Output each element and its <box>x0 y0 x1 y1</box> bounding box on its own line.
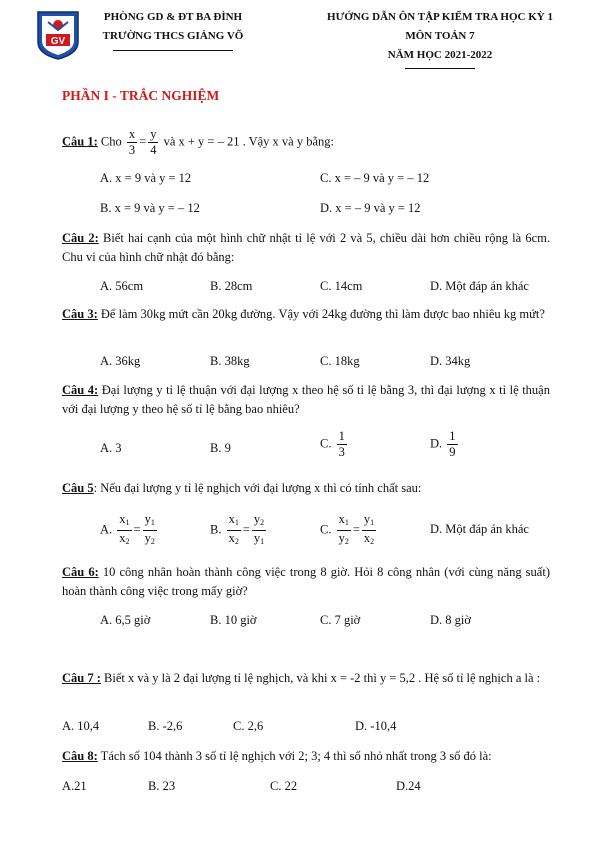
option-c: C. 2,6 <box>233 719 264 733</box>
option-d <box>430 429 460 460</box>
denominator: $y_1$ <box>253 531 265 546</box>
option-d: D. x = – 9 và y = 12 <box>320 201 421 215</box>
question-label: Câu 7 : <box>62 671 101 685</box>
question-label: Câu 1: <box>62 134 98 149</box>
document-title: HƯỚNG DẪN ÔN TẬP KIỂM TRA HỌC KỲ 1 <box>327 11 553 23</box>
fraction <box>127 127 137 158</box>
equals-sign: = <box>133 522 141 537</box>
question-text: và x + y = – 21 . Vậy x và y bằng: <box>160 134 335 149</box>
fraction <box>447 429 457 460</box>
numerator: 1 <box>449 429 456 443</box>
section-title: PHẦN I - TRẮC NGHIỆM <box>62 88 220 103</box>
option-d: D. 8 giờ <box>430 613 471 627</box>
fraction <box>227 512 241 549</box>
option-a <box>100 512 159 549</box>
subject-name: MÔN TOÁN 7 <box>405 30 475 42</box>
option-label: B. <box>210 522 222 537</box>
denominator: $x_2$ <box>363 531 375 546</box>
numerator: 1 <box>338 429 345 443</box>
denominator: 3 <box>338 445 345 459</box>
denominator: 9 <box>449 445 456 459</box>
numerator: $x_1$ <box>337 512 351 531</box>
header-right-underline <box>405 68 475 69</box>
fraction <box>362 512 376 549</box>
denominator: $x_2$ <box>119 531 130 546</box>
school-year: NĂM HỌC 2021-2022 <box>387 49 493 61</box>
option-d: D. Một đáp án khác <box>430 279 529 293</box>
option-b: B. 28cm <box>210 279 253 293</box>
question-text: 10 công nhân hoàn thành công việc trong 8 giờ. Hỏi 8 công nhân (với cùng năng suất) hoàn thành công việc trong mấy giờ? <box>62 565 550 598</box>
question-text: Đại lượng y tỉ lệ thuận với đại lượng x theo hệ số tỉ lệ bằng 3, thì đại lượng x tỉ lệ thuận với đại lượng y theo hệ số tỉ lệ bằng bao nhiêu? <box>62 383 550 416</box>
option-c: C. 7 giờ <box>320 613 361 627</box>
equals-sign: = <box>352 522 360 537</box>
school-logo <box>36 10 80 60</box>
denominator: 4 <box>150 143 157 157</box>
option-b: B. 10 giờ <box>210 613 257 627</box>
fraction <box>148 127 158 158</box>
option-c <box>320 512 378 549</box>
option-d: D. -10,4 <box>355 719 397 733</box>
denominator: $y_2$ <box>338 531 349 546</box>
question-label: Câu 6: <box>62 565 99 579</box>
equals-sign: = <box>242 522 250 537</box>
department-name: PHÒNG GD & ĐT BA ĐÌNH <box>103 11 243 23</box>
option-a: A. 6,5 giờ <box>100 613 151 627</box>
question-label: Câu 8: <box>62 749 98 763</box>
option-d: D.24 <box>396 779 421 793</box>
question-2 <box>62 229 550 267</box>
numerator: $y_2$ <box>252 512 266 531</box>
option-a: A. x = 9 và y = 12 <box>100 171 192 185</box>
numerator: y <box>150 127 157 141</box>
option-label: C. <box>320 436 332 451</box>
numerator: $x_1$ <box>117 512 131 531</box>
option-b: B. x = 9 và y = – 12 <box>100 201 200 215</box>
option-a: A.21 <box>62 779 87 793</box>
numerator: $y_1$ <box>362 512 376 531</box>
fraction <box>143 512 157 549</box>
option-b: B. -2,6 <box>148 719 183 733</box>
option-label: C. <box>320 522 332 537</box>
question-label: Câu 4: <box>62 383 99 397</box>
school-name: TRƯỜNG THCS GIẢNG VÕ <box>102 30 244 42</box>
numerator: $x_1$ <box>227 512 241 531</box>
logo-text: GV <box>50 36 66 47</box>
option-c <box>320 429 349 460</box>
question-5 <box>62 479 550 498</box>
option-c: C. 22 <box>270 779 298 793</box>
question-4 <box>62 381 550 419</box>
question-label: Câu 3: <box>62 307 98 321</box>
question-1 <box>62 127 550 158</box>
question-7 <box>62 669 550 688</box>
option-b <box>210 512 268 549</box>
option-a: A. 3 <box>100 441 122 455</box>
question-8 <box>62 747 550 766</box>
numerator: x <box>128 127 136 141</box>
option-d: D. Một đáp án khác <box>430 522 529 536</box>
header-left <box>88 8 258 51</box>
fraction <box>252 512 266 549</box>
fraction <box>337 512 351 549</box>
option-a: A. 36kg <box>100 354 141 368</box>
question-label: Câu 5 <box>62 481 94 495</box>
option-c: C. 18kg <box>320 354 360 368</box>
question-text: Biết x và y là 2 đại lượng tỉ lệ nghịch, và khi x = -2 thì y = 5,2 . Hệ số tỉ lệ nghịch a là : <box>100 671 541 685</box>
denominator: $y_2$ <box>144 531 155 546</box>
question-text: Biết hai cạnh của một hình chữ nhật tỉ lệ với 2 và 5, chiều dài hơn chiều rộng là 6cm. Chu vi của hình chữ nhật đó bằng: <box>62 231 550 264</box>
question-6 <box>62 563 550 601</box>
option-label: A. <box>100 522 113 537</box>
option-c: C. 14cm <box>320 279 363 293</box>
fraction <box>337 429 347 460</box>
fraction <box>117 512 131 549</box>
option-a: A. 10,4 <box>62 719 100 733</box>
header-left-underline <box>113 50 233 51</box>
equals-sign: = <box>139 134 147 149</box>
option-d: D. 34kg <box>430 354 471 368</box>
question-text: Cho <box>97 134 125 149</box>
option-b: B. 23 <box>148 779 176 793</box>
question-label: Câu 2: <box>62 231 99 245</box>
option-c: C. x = – 9 và y = – 12 <box>320 171 430 185</box>
numerator: $y_1$ <box>143 512 157 531</box>
denominator: 3 <box>128 143 136 157</box>
question-text: Để làm 30kg mứt cần 20kg đường. Vậy với 24kg đường thì làm được bao nhiêu kg mứt? <box>97 307 545 321</box>
option-a: A. 56cm <box>100 279 144 293</box>
option-label: D. <box>430 436 443 451</box>
question-text: Tách số 104 thành 3 số tỉ lệ nghịch với 2; 3; 4 thì số nhỏ nhất trong 3 số đó là: <box>97 749 492 763</box>
question-text: : Nếu đại lượng y tỉ lệ nghịch với đại lượng x thì có tính chất sau: <box>93 481 422 495</box>
denominator: $x_2$ <box>228 531 239 546</box>
question-3 <box>62 305 550 324</box>
header-right <box>300 8 580 69</box>
option-b: B. 38kg <box>210 354 250 368</box>
option-b: B. 9 <box>210 441 231 455</box>
